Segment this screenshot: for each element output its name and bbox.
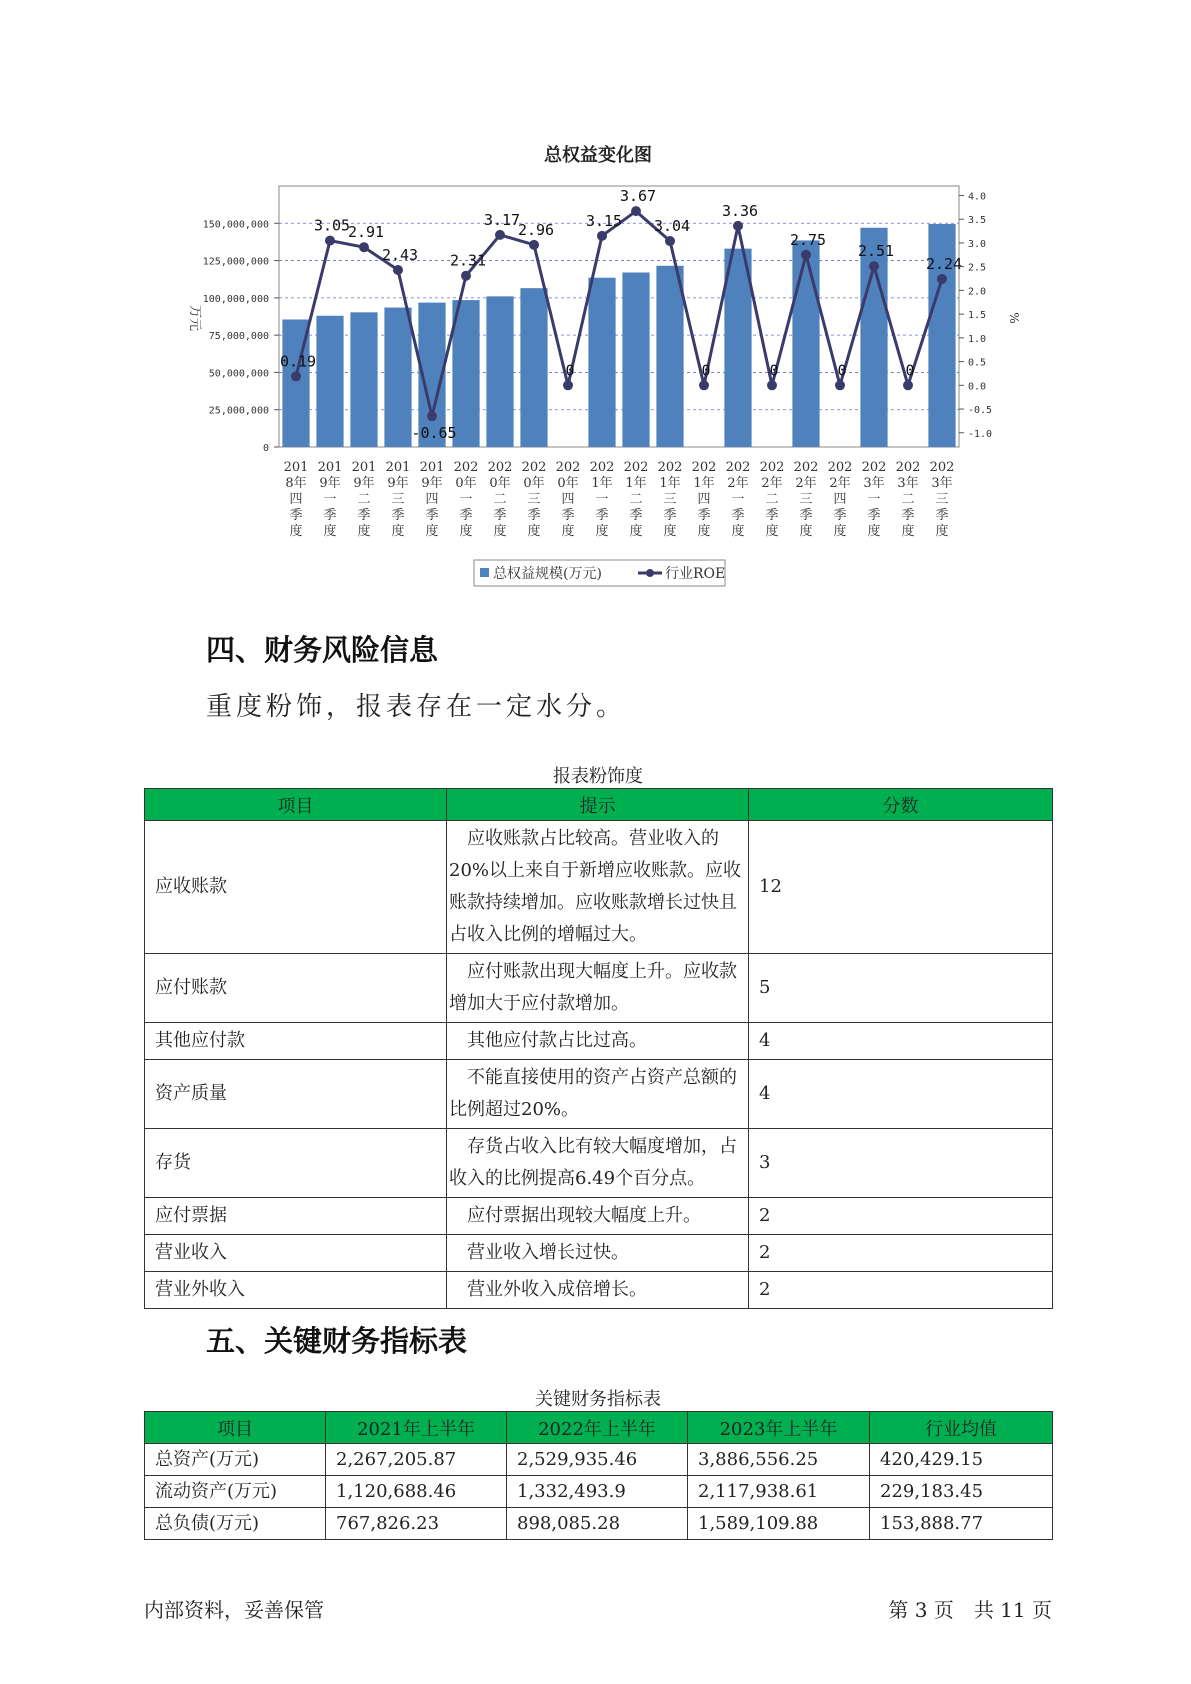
- row-item: 应付票据: [145, 1198, 447, 1235]
- x-tick-label: 202 1年二季度: [623, 460, 649, 539]
- x-tick-label: 202 2年四季度: [827, 460, 853, 539]
- risk-table: [144, 788, 1053, 1309]
- kpi-cell: 1,332,493.9: [507, 1476, 688, 1508]
- roe-data-label: 3.05: [313, 216, 351, 235]
- bar: [860, 228, 887, 447]
- legend-bar-label: 总权益规模(万元): [493, 566, 602, 582]
- row-tip: 不能直接使用的资产占资产总额的比例超过20%。: [447, 1060, 749, 1129]
- x-tick-label: 201 9年一季度: [317, 460, 343, 539]
- roe-data-label: 2.24: [925, 255, 963, 274]
- roe-point: [563, 380, 573, 390]
- y-tick-label-left: 50,000,000: [208, 368, 269, 380]
- roe-point: [665, 236, 675, 246]
- legend-line-label: 行业ROE: [665, 566, 726, 582]
- bar: [316, 316, 343, 447]
- kpi-cell: 153,888.77: [870, 1508, 1053, 1540]
- header-item: 项目: [145, 1412, 326, 1444]
- x-tick-label: 202 0年二季度: [487, 460, 513, 539]
- row-tip: 其他应付款占比过高。: [447, 1023, 749, 1060]
- header-item: 项目: [145, 789, 447, 821]
- row-score: 4: [749, 1060, 1053, 1129]
- y-tick-label-right: 3.0: [968, 238, 987, 250]
- kpi-cell: 2,117,938.61: [688, 1476, 870, 1508]
- y-axis-right-label: %: [1007, 312, 1021, 324]
- risk-table-header: [145, 789, 1053, 821]
- section4-heading: 四、财务风险信息: [206, 633, 439, 667]
- table-row: [145, 1235, 1053, 1272]
- roe-data-label: 0.19: [279, 352, 317, 371]
- roe-data-label: 2.51: [857, 242, 895, 261]
- section5-heading: 五、关键财务指标表: [206, 1324, 468, 1358]
- roe-point: [869, 261, 879, 271]
- roe-data-label: 2.96: [517, 220, 555, 239]
- row-item: 存货: [145, 1129, 447, 1198]
- risk-summary: 重度粉饰，报表存在一定水分。: [206, 692, 627, 722]
- roe-point: [325, 236, 335, 246]
- roe-point: [359, 242, 369, 252]
- bar: [622, 273, 649, 447]
- x-tick-label: 201 8年四季度: [283, 460, 309, 539]
- roe-data-label: 0: [905, 361, 915, 380]
- roe-point: [427, 411, 437, 421]
- x-tick-label: 201 9年四季度: [419, 460, 445, 539]
- kpi-cell: 2,529,935.46: [507, 1444, 688, 1476]
- bar: [486, 296, 513, 447]
- y-tick-label-right: 1.0: [968, 333, 987, 345]
- row-score: 2: [749, 1198, 1053, 1235]
- bar: [384, 308, 411, 447]
- roe-point: [495, 230, 505, 240]
- y-tick-label-right: 2.5: [968, 262, 987, 274]
- table-row: [145, 1198, 1053, 1235]
- row-score: 2: [749, 1235, 1053, 1272]
- legend-bar-swatch: [480, 568, 489, 577]
- x-tick-label: 201 9年三季度: [385, 460, 411, 539]
- header-2021h1: 2021年上半年: [326, 1412, 507, 1444]
- roe-data-label: -0.65: [411, 424, 457, 443]
- kpi-cell: 1,589,109.88: [688, 1508, 870, 1540]
- roe-point: [699, 380, 709, 390]
- table-row: [145, 1129, 1053, 1198]
- roe-data-label: 0: [701, 361, 711, 380]
- kpi-cell: 898,085.28: [507, 1508, 688, 1540]
- roe-point: [291, 371, 301, 381]
- row-tip: 营业外收入成倍增长。: [447, 1272, 749, 1309]
- row-tip: 应收账款占比较高。营业收入的20%以上来自于新增应收账款。应收账款持续增加。应收账款增长过快且占收入比例的增幅过大。: [447, 821, 749, 954]
- risk-table-caption: 报表粉饰度: [553, 766, 643, 787]
- x-tick-label: 202 0年四季度: [555, 460, 581, 539]
- legend-line-marker: [646, 569, 654, 577]
- table-row: [145, 1272, 1053, 1309]
- roe-data-label: 0: [837, 361, 847, 380]
- x-tick-label: 202 2年三季度: [793, 460, 819, 539]
- header-score: 分数: [749, 789, 1053, 821]
- roe-point: [903, 380, 913, 390]
- x-tick-label: 202 3年一季度: [861, 460, 887, 539]
- row-score: 4: [749, 1023, 1053, 1060]
- y-tick-label-left: 125,000,000: [202, 256, 269, 268]
- roe-point: [631, 206, 641, 216]
- row-tip: 存货占收入比有较大幅度增加，占收入的比例提高6.49个百分点。: [447, 1129, 749, 1198]
- row-score: 5: [749, 954, 1053, 1023]
- kpi-cell: 1,120,688.46: [326, 1476, 507, 1508]
- table-row: [145, 1060, 1053, 1129]
- kpi-cell: 229,183.45: [870, 1476, 1053, 1508]
- kpi-cell: 767,826.23: [326, 1508, 507, 1540]
- roe-point: [393, 265, 403, 275]
- roe-data-label: 3.15: [585, 211, 623, 230]
- kpi-cell: 总资产(万元): [145, 1444, 326, 1476]
- roe-point: [597, 231, 607, 241]
- bar: [656, 266, 683, 447]
- x-tick-label: 202 2年一季度: [725, 460, 751, 539]
- roe-point: [801, 250, 811, 260]
- x-tick-label: 202 3年二季度: [895, 460, 921, 539]
- roe-data-label: 3.67: [619, 187, 657, 206]
- bar: [350, 312, 377, 447]
- kpi-cell: 420,429.15: [870, 1444, 1053, 1476]
- x-tick-label: 202 0年一季度: [453, 460, 479, 539]
- roe-point: [767, 380, 777, 390]
- roe-point: [937, 274, 947, 284]
- row-score: 12: [749, 821, 1053, 954]
- row-score: 3: [749, 1129, 1053, 1198]
- x-tick-label: 202 1年三季度: [657, 460, 683, 539]
- y-tick-label-right: 1.5: [968, 310, 987, 322]
- roe-data-label: 3.04: [653, 217, 691, 236]
- kpi-table: [144, 1411, 1053, 1540]
- roe-data-label: 0: [565, 361, 575, 380]
- roe-data-label: 2.43: [381, 245, 419, 264]
- y-tick-label-right: 2.0: [968, 286, 987, 298]
- header-2022h1: 2022年上半年: [507, 1412, 688, 1444]
- kpi-table-header: [145, 1412, 1053, 1444]
- y-tick-label-right: 0.5: [968, 357, 987, 369]
- x-tick-label: 202 2年二季度: [759, 460, 785, 539]
- roe-data-label: 2.75: [789, 230, 827, 249]
- roe-data-label: 2.31: [449, 251, 487, 270]
- bar: [792, 240, 819, 447]
- x-tick-label: 202 1年四季度: [691, 460, 717, 539]
- bar: [724, 249, 751, 447]
- roe-point: [529, 240, 539, 250]
- table-row: [145, 1444, 1053, 1476]
- legend: [474, 560, 725, 586]
- kpi-table-caption: 关键财务指标表: [535, 1389, 661, 1410]
- row-item: 资产质量: [145, 1060, 447, 1129]
- row-item: 其他应付款: [145, 1023, 447, 1060]
- x-tick-label: 202 3年三季度: [929, 460, 955, 539]
- header-2023h1: 2023年上半年: [688, 1412, 870, 1444]
- header-industry-avg: 行业均值: [870, 1412, 1053, 1444]
- table-row: [145, 954, 1053, 1023]
- roe-data-label: 2.91: [347, 223, 385, 242]
- kpi-cell: 流动资产(万元): [145, 1476, 326, 1508]
- y-tick-label-left: 0: [262, 443, 269, 454]
- row-score: 2: [749, 1272, 1053, 1309]
- roe-point: [733, 221, 743, 231]
- y-tick-label-right: -1.0: [968, 428, 993, 440]
- row-item: 应付账款: [145, 954, 447, 1023]
- bar: [520, 288, 547, 447]
- x-tick-label: 201 9年二季度: [351, 460, 377, 539]
- kpi-cell: 2,267,205.87: [326, 1444, 507, 1476]
- row-item: 营业收入: [145, 1235, 447, 1272]
- row-item: 应收账款: [145, 821, 447, 954]
- table-row: [145, 1023, 1053, 1060]
- y-tick-label-left: 75,000,000: [208, 331, 269, 343]
- y-tick-label-right: -0.5: [968, 405, 993, 417]
- y-tick-label-left: 100,000,000: [202, 293, 269, 305]
- footer-left: 内部资料，妥善保管: [144, 1598, 324, 1622]
- x-tick-label: 202 0年三季度: [521, 460, 547, 539]
- kpi-cell: 3,886,556.25: [688, 1444, 870, 1476]
- roe-data-label: 0: [769, 361, 779, 380]
- table-row: [145, 1508, 1053, 1540]
- row-tip: 营业收入增长过快。: [447, 1235, 749, 1272]
- bar: [588, 278, 615, 447]
- footer-right: 第 3 页 共 11 页: [888, 1598, 1052, 1622]
- row-tip: 应付账款出现大幅度上升。应收款增加大于应付款增加。: [447, 954, 749, 1023]
- x-tick-label: 202 1年一季度: [589, 460, 615, 539]
- y-tick-label-left: 150,000,000: [202, 219, 269, 231]
- roe-point: [835, 380, 845, 390]
- row-tip: 应付票据出现较大幅度上升。: [447, 1198, 749, 1235]
- equity-chart: [0, 0, 1191, 600]
- y-tick-label-right: 4.0: [968, 191, 987, 203]
- y-tick-label-right: 3.5: [968, 215, 987, 227]
- table-row: [145, 821, 1053, 954]
- roe-point: [461, 271, 471, 281]
- table-row: [145, 1476, 1053, 1508]
- y-tick-label-left: 25,000,000: [208, 405, 269, 417]
- chart-title: 总权益变化图: [544, 145, 652, 166]
- y-axis-left-label: 万元: [187, 304, 202, 332]
- header-tip: 提示: [447, 789, 749, 821]
- kpi-cell: 总负债(万元): [145, 1508, 326, 1540]
- row-item: 营业外收入: [145, 1272, 447, 1309]
- roe-data-label: 3.36: [721, 201, 759, 220]
- y-tick-label-right: 0.0: [968, 381, 987, 393]
- roe-data-label: 3.17: [483, 210, 521, 229]
